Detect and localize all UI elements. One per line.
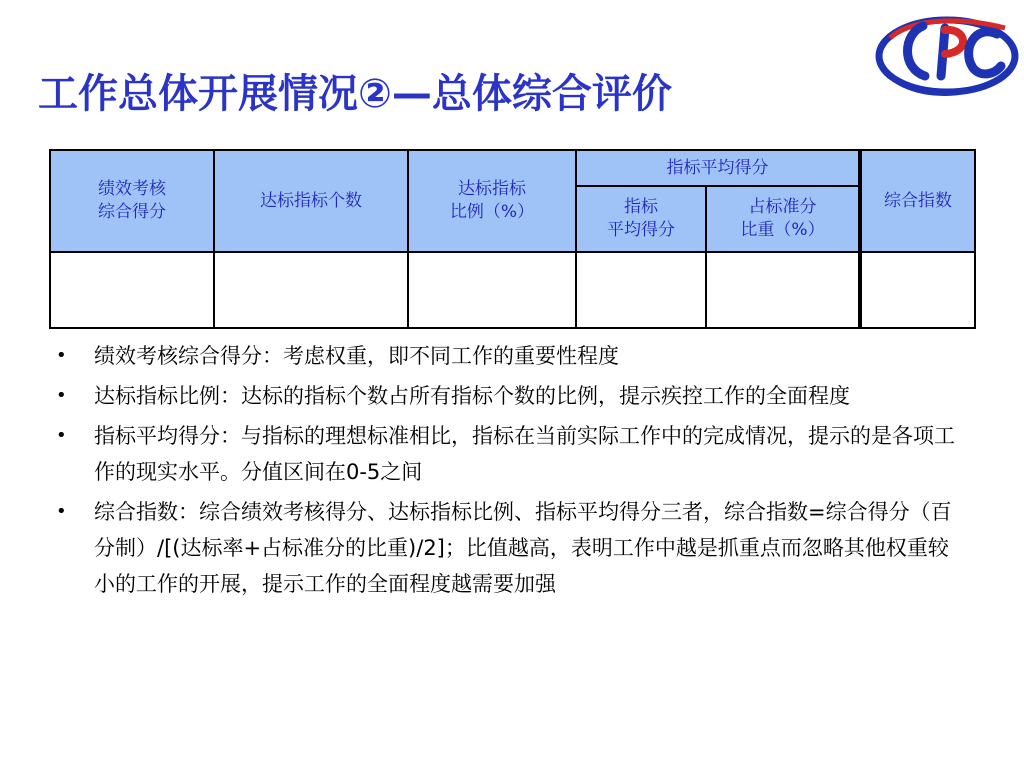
definition-list — [54, 338, 959, 606]
header-cell-count — [214, 150, 408, 252]
header-count: 达标指标个数 — [260, 190, 362, 211]
header-cell-weight — [706, 186, 860, 252]
header-cell-index — [860, 150, 975, 252]
note-text: 达标指标比例：达标的指标个数占所有指标个数的比例，提示疾控工作的全面程度 — [94, 384, 850, 408]
bullet-icon: • — [56, 385, 67, 406]
bullet-icon: • — [56, 345, 67, 366]
list-item — [54, 338, 959, 374]
header-cell-ratio — [408, 150, 576, 252]
header-cell-avg-group — [576, 150, 860, 186]
table-cell-ratio — [408, 252, 576, 328]
slide-title: 工作总体开展情况②—总体综合评价 — [38, 71, 672, 117]
header-weight: 占标准分 比重（%） — [740, 197, 825, 240]
header-cell-score — [50, 150, 214, 252]
header-avg-group: 指标平均得分 — [666, 157, 769, 178]
cdc-logo — [855, 6, 1020, 108]
table-cell-index — [860, 252, 975, 328]
table-cell-weight — [706, 252, 860, 328]
header-cell-avg — [576, 186, 706, 252]
list-item — [54, 418, 959, 490]
list-item — [54, 494, 959, 602]
table-cell-avg — [576, 252, 706, 328]
note-text: 指标平均得分：与指标的理想标准相比，指标在当前实际工作中的完成情况，提示的是各项工作的现实水平。分值区间在0-5之间 — [94, 424, 955, 484]
bullet-icon: • — [56, 501, 67, 522]
table-cell-count — [214, 252, 408, 328]
note-text: 综合指数：综合绩效考核得分、达标指标比例、指标平均得分三者，综合指数=综合得分（百分制）/[(达标率+占标准分的比重)/2]；比值越高，表明工作中越是抓重点而忽略其他权重较小的工作的开展，提示工作的全面程度越需要加强 — [94, 500, 952, 596]
header-avg: 指标 平均得分 — [607, 197, 675, 240]
bullet-icon: • — [56, 425, 67, 446]
header-score: 绩效考核 综合得分 — [98, 179, 166, 222]
evaluation-table — [49, 149, 976, 329]
table-row — [50, 252, 975, 328]
list-item — [54, 378, 959, 414]
table-cell-score — [50, 252, 214, 328]
header-ratio: 达标指标 比例（%） — [449, 179, 535, 222]
header-index: 综合指数 — [884, 190, 952, 211]
note-text: 绩效考核综合得分：考虑权重，即不同工作的重要性程度 — [94, 344, 619, 368]
